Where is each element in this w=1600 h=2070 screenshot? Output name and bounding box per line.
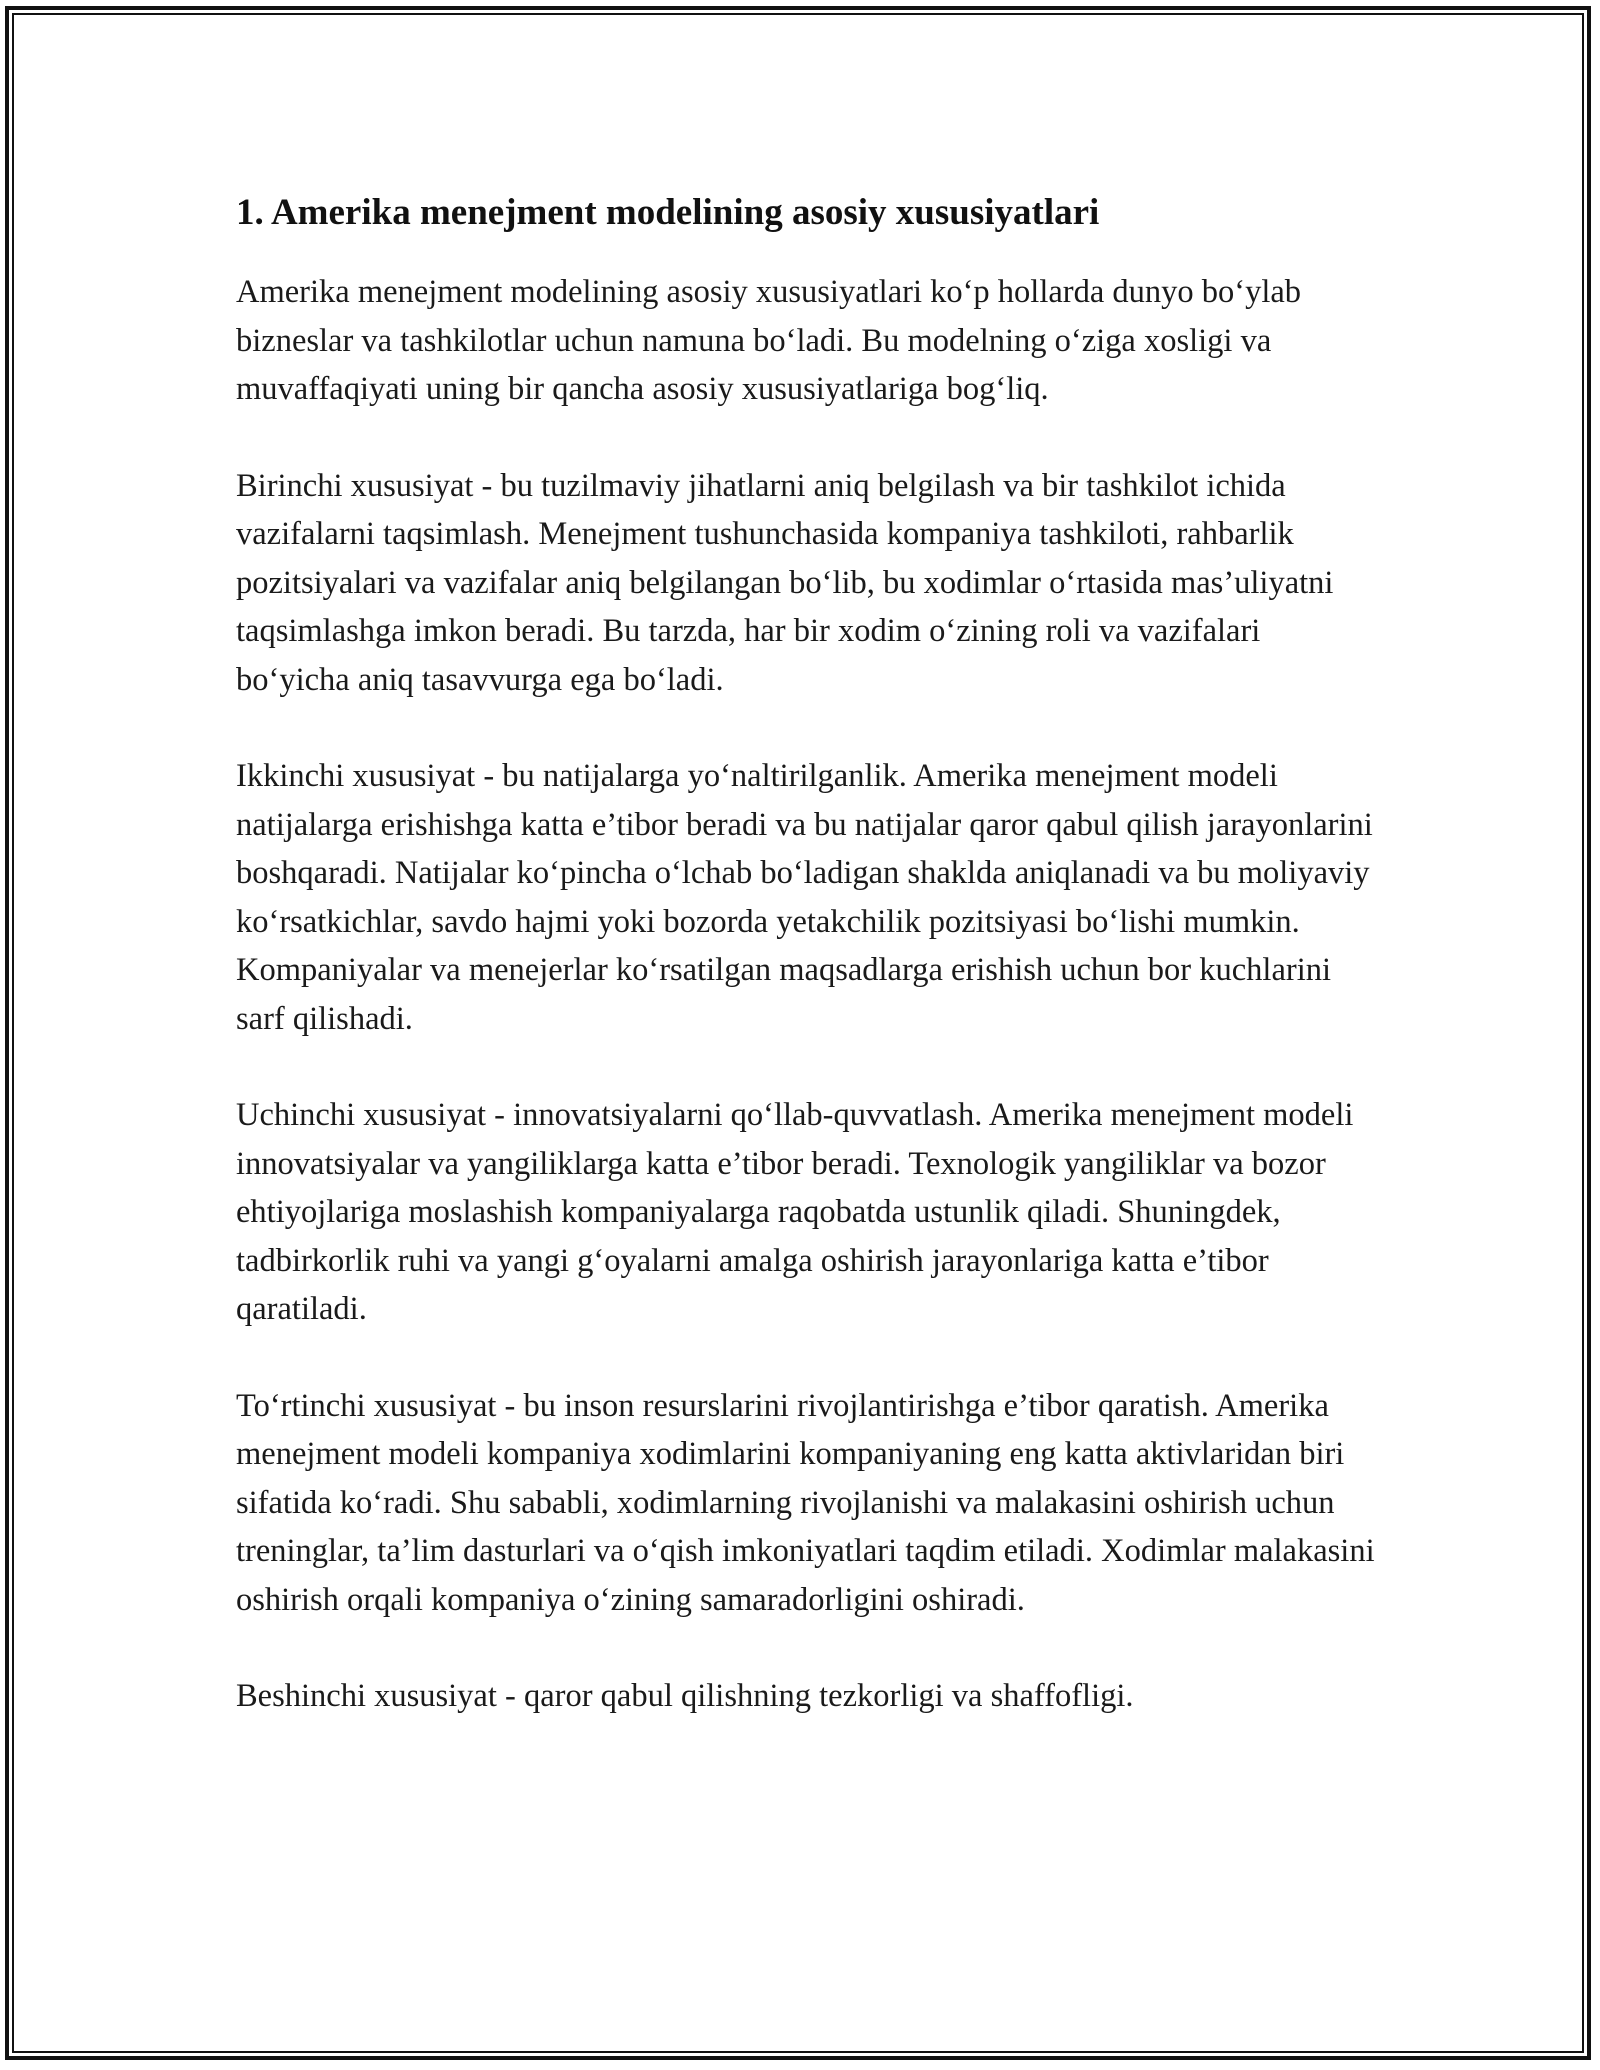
paragraph-second-feature: Ikkinchi xususiyat - bu natijalarga yoʻnaltirilganlik. Amerika menejment modeli natijalarga erishishga katta e’tibor beradi va bu natijalar qaror qabul qilish jarayonlarini boshqaradi. Natijalar koʻpincha oʻlchab boʻladigan shaklda aniqlanadi va bu moliyaviy koʻrsatkichlar, savdo hajmi yoki bozorda yetakchilik pozitsiyasi boʻlishi mumkin. Kompaniyalar va menejerlar koʻrsatilgan maqsadlarga erishish uchun bor kuchlarini sarf qilishadi. [236,758,1373,1037]
paragraph-first-feature: Birinchi xususiyat - bu tuzilmaviy jihatlarni aniq belgilash va bir tashkilot ichida vazifalarni taqsimlash. Menejment tushunchasida kompaniya tashkiloti, rahbarlik pozitsiyalari va vazifalar aniq belgilangan boʻlib, bu xodimlar oʻrtasida mas’uliyatni taqsimlashga imkon beradi. Bu tarzda, har bir xodim oʻzining roli va vazifalari boʻyicha aniq tasavvurga ega boʻladi. [236,467,1334,698]
paragraph-fourth-feature: Toʻrtinchi xususiyat - bu inson resurslarini rivojlantirishga e’tibor qaratish. Amerika menejment modeli kompaniya xodimlarini kompaniyaning eng katta aktivlaridan biri sifatida koʻradi. Shu sababli, xodimlarning rivojlanishi va malakasini oshirish uchun treninglar, ta’lim dasturlari va oʻqish imkoniyatlari taqdim etiladi. Xodimlar malakasini oshirish orqali kompaniya oʻzining samaradorligini oshiradi. [236,1387,1375,1618]
paragraph-intro: Amerika menejment modelining asosiy xususiyatlari koʻp hollarda dunyo boʻylab bizneslar va tashkilotlar uchun namuna boʻladi. Bu modelning oʻziga xosligi va muvaffaqiyati uning bir qancha asosiy xususiyatlariga bogʻliq. [236,274,1302,407]
paragraph-third-feature: Uchinchi xususiyat - innovatsiyalarni qoʻllab-quvvatlash. Amerika menejment modeli innovatsiyalar va yangiliklarga katta e’tibor beradi. Texnologik yangiliklar va bozor ehtiyojlariga moslashish kompaniyalarga raqobatda ustunlik qiladi. Shuningdek, tadbirkorlik ruhi va yangi gʻoyalarni amalga oshirish jarayonlariga katta e’tibor qaratiladi. [236,1097,1354,1327]
document-body [236,184,1381,1769]
section-heading: 1. Amerika menejment modelining asosiy xususiyatlari [236,192,1100,233]
paragraph-fifth-feature: Beshinchi xususiyat - qaror qabul qilishning tezkorligi va shaffofligi. [236,1678,1134,1714]
